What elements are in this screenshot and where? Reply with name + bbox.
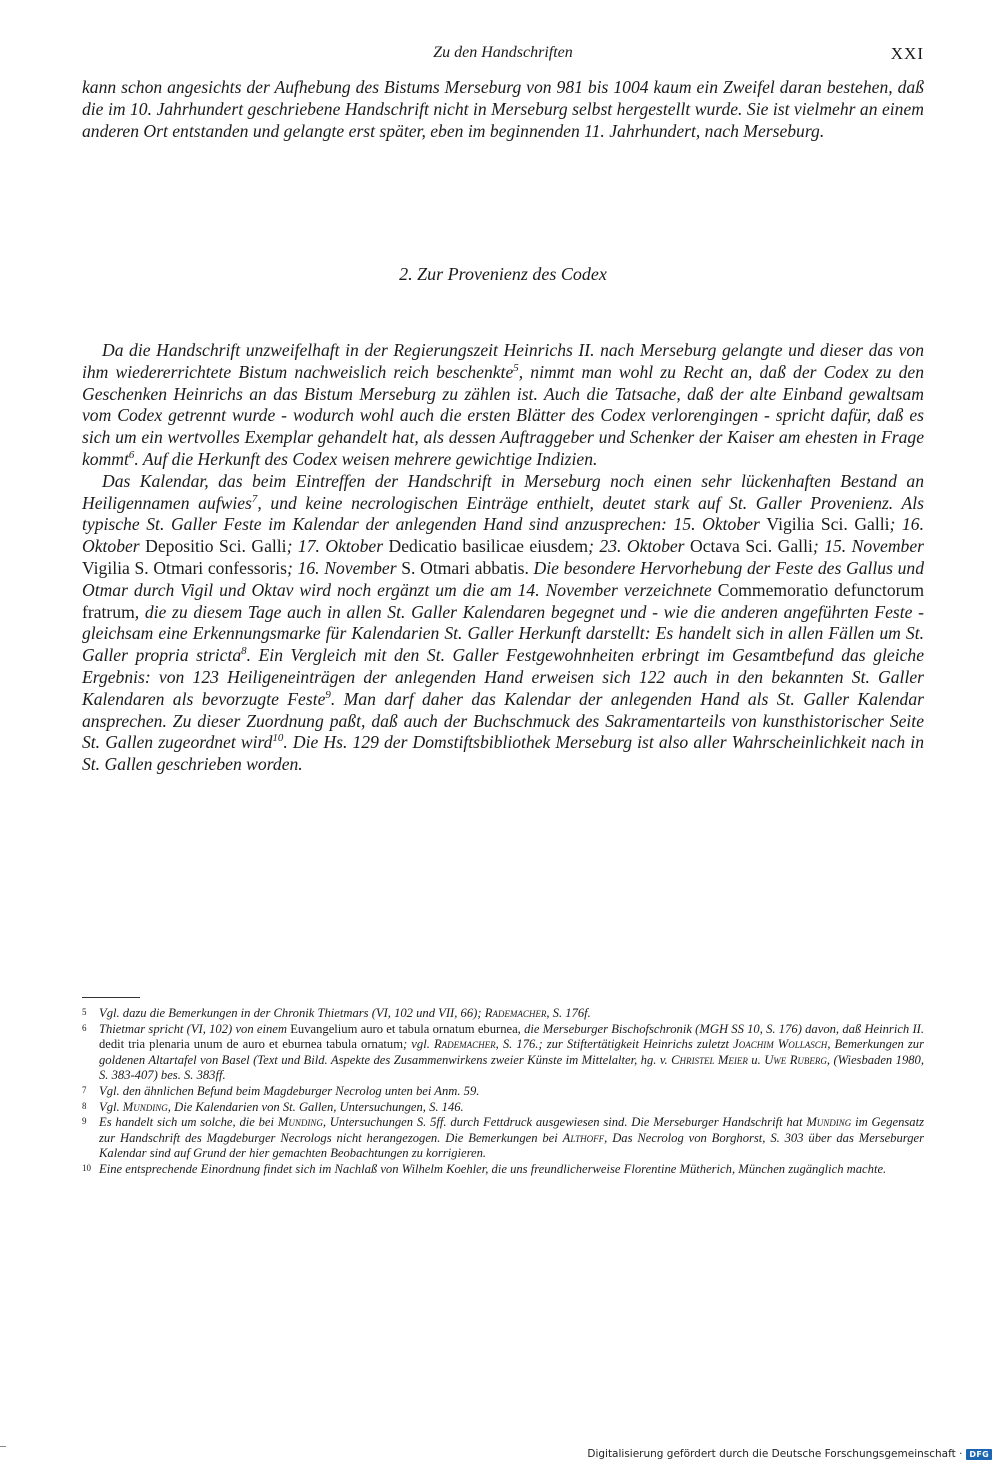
digitization-footer — [587, 1446, 992, 1462]
text-run: . Die Hs. 129 der Domstiftsbibliothek Merseburg ist also aller Wahrscheinlichkeit nach in St. Gallen geschrieben worden. — [82, 732, 924, 775]
intro-text-block — [82, 77, 924, 142]
margin-mark — [0, 1446, 6, 1447]
footnote — [82, 1115, 924, 1162]
text-run: Da die Handschrift unzweifelhaft in der Regierungszeit Heinrichs II. nach Merseburg gelangte und dieser das von ihm wiedererrichtete Bistum nachweislich reich beschenkte — [82, 340, 924, 382]
text-run: , die Merseburger Bischofschronik (MGH SS 10, S. 176) davon, daß Heinrich II. — [517, 1021, 925, 1036]
text-run: Vgl. dazu die Bemerkungen in der Chronik Thietmars (VI, 102 und VII, 66); — [99, 1006, 485, 1020]
author-name: Joachim Wollasch — [733, 1037, 828, 1052]
footnotes-section — [82, 1006, 924, 1178]
text-run: Das Kalendar, das beim Eintreffen der Handschrift in Merseburg noch einen sehr lückenhaften Bestand an Heiligennamen aufwies — [82, 470, 924, 513]
text-run: . Auf die Herkunft des Codex weisen mehrere gewichtige Indizien. — [134, 448, 598, 469]
footnote — [82, 1100, 924, 1116]
text-run: Die besondere Hervorhebung der Feste des Gallus und Otmar durch Vigil und Oktav wird noch ergänzt um die am 14. November verzeichnete — [82, 557, 924, 600]
author-name: Munding — [277, 1115, 323, 1130]
footnote-number: 5 — [82, 1007, 87, 1017]
footnote — [82, 1084, 924, 1100]
text-run: Vgl. — [99, 1099, 123, 1114]
latin-term: dedit tria plenaria unum de auro et eburnea tabula ornatum — [99, 1037, 404, 1052]
footnote-ref: 5 — [513, 361, 519, 374]
author-name: Rademacher — [433, 1037, 496, 1052]
author-name: Christel Meier — [671, 1052, 748, 1067]
text-run: im Gegensatz zur Handschrift des Magdeburger Necrologs nicht herangezogen. Die Bemerkungen bei — [99, 1115, 925, 1145]
text-run: , Die Kalendarien von St. Gallen, Untersuchungen, S. 146. — [167, 1099, 464, 1114]
latin-term: Vigilia Sci. Galli — [766, 514, 890, 535]
author-name: Rademacher — [484, 1006, 547, 1020]
latin-term: Euvangelium auro et tabula ornatum eburnea — [290, 1021, 518, 1036]
footnote-number: 6 — [82, 1022, 87, 1033]
text-run: Vgl. den ähnlichen Befund beim Magdeburger Necrolog unten bei Anm. 59. — [99, 1083, 480, 1098]
footnote-number: 9 — [82, 1116, 87, 1127]
text-run: , S. 176f. — [546, 1006, 591, 1020]
section-heading: 2. Zur Provenienz des Codex — [399, 264, 607, 284]
text-run: u. — [747, 1052, 765, 1067]
latin-term: Commemoratio defunctorum fratrum — [82, 579, 925, 622]
text-run: , die zu diesem Tage auch in allen St. Galler Kalendaren begegnet und - wie die anderen angeführten Feste - gleichsam eine Erkennungsmarke für Kalendarien St. Galler Herkunft darstellt: Es handelt sich in allen Fällen um St. Galler propria stricta — [82, 601, 924, 666]
body-paragraph-provenance — [82, 340, 924, 471]
footer-text: Digitalisierung gefördert durch die Deutsche Forschungsgemeinschaft · — [587, 1448, 963, 1460]
footnote-ref: 10 — [272, 732, 284, 745]
text-run: , Das Necrolog von Borghorst, S. 303 über das Merseburger Kalendar sind auf Grund der hier gemachten Beobachtungen zu korrigieren. — [99, 1130, 924, 1161]
author-name: Althoff — [562, 1130, 605, 1145]
text-run: kann schon angesichts der Aufhebung des Bistums Merseburg von 981 bis 1004 kaum ein Zweifel daran bestehen, daß die im 10. Jahrhundert geschriebene Handschrift nicht in Merseburg selbst hergestellt wurde. Sie ist vielmehr an einem anderen Ort entstanden und gelangte erst später, eben im beginnenden 11. Jahrhundert, nach Merseburg. — [82, 77, 924, 141]
latin-term: Vigilia S. Otmari confessoris — [82, 557, 288, 578]
dfg-logo-icon: DFG — [966, 1449, 992, 1460]
footnote-ref: 8 — [241, 645, 247, 658]
text-run: , Untersuchungen S. 5ff. durch Fettdruck ausgewiesen sind. Die Merseburger Handschrift hat — [322, 1115, 807, 1130]
footnote-ref: 9 — [325, 688, 331, 701]
text-run: , und keine necrologischen Einträge enthielt, deutet stark auf St. Galler Provenienz. Als typische St. Galler Feste im Kalendar der anlegenden Hand sind anzusprechen: 15. Oktober — [82, 492, 924, 535]
text-run: , S. 176.; zur Stiftertätigkeit Heinrichs zuletzt — [495, 1037, 734, 1052]
footnote-ref: 7 — [251, 492, 258, 505]
latin-term: Dedicatio basilicae eiusdem — [388, 536, 589, 557]
page-number: XXI — [890, 44, 924, 63]
text-run: , (Wiesbaden 1980, S. 383-407) bes. S. 383ff. — [99, 1052, 924, 1083]
text-run: ; 17. Oktober — [286, 536, 389, 557]
body-paragraph-kalendar — [82, 471, 924, 776]
author-name: Uwe Ruberg — [764, 1052, 827, 1067]
running-header — [82, 44, 924, 68]
footnote-number: 8 — [82, 1100, 87, 1111]
latin-term: S. Otmari abbatis. — [401, 557, 529, 578]
text-run: Eine entsprechende Einordnung findet sich im Nachlaß von Wilhelm Koehler, die uns freundlicherweise Florentine Mütherich, München zugänglich machte. — [99, 1161, 887, 1176]
author-name: Munding — [122, 1099, 168, 1114]
footnote — [82, 1006, 924, 1022]
running-title: Zu den Handschriften — [433, 44, 573, 61]
footnote-separator — [82, 997, 140, 998]
intro-paragraph — [82, 77, 924, 142]
text-run: ; 23. Oktober — [588, 536, 691, 557]
footnote — [82, 1162, 924, 1178]
text-run: Es handelt sich um solche, die bei — [99, 1115, 278, 1130]
text-run: ; vgl. — [403, 1037, 434, 1052]
latin-term: Octava Sci. Galli — [690, 536, 813, 557]
footnote-number: 10 — [82, 1162, 91, 1173]
text-run: , Bemerkungen zur goldenen Altartafel von Basel (Text und Bild. Aspekte des Zusammenwirkens zweier Künste im Mittelalter, hg. v. — [99, 1037, 924, 1067]
text-run: Thietmar spricht (VI, 102) von einem — [99, 1021, 291, 1036]
text-run: . Ein Vergleich mit den St. Galler Festgewohnheiten erbringt im Gesamtbefund das gleiche Ergebnis: von 123 Heiligeneinträgen der anlegenden Hand erweisen sich 122 auch in den bekannten St. Galler Kalendaren als bevorzugte Feste — [82, 645, 924, 709]
text-run: . Man darf daher das Kalendar der anlegenden Hand als St. Galler Kalendar ansprechen. Zu dieser Zuordnung paßt, daß auch der Buchschmuck des Sakramentarteils von kunsthistorischer Seite St. Gallen zugeordnet wird — [82, 688, 924, 753]
text-run: ; 16. Oktober — [82, 514, 924, 557]
text-run: , nimmt man wohl zu Recht an, daß der Codex zu den Geschenken Heinrichs an das Bistum Merseburg zu zählen ist. Auch die Tatsache, daß der alte Einband gewaltsam vom Codex getrennt wurde - wodurch wohl auch die ersten Blätter des Codex verlorengingen - spricht dafür, daß es sich um ein wertvolles Exemplar gehandelt hat, als dessen Auftraggeber und Schenker der Kaiser am ehesten in Frage kommt — [82, 361, 924, 469]
body-text-block — [82, 340, 924, 776]
text-run: ; 16. November — [287, 557, 402, 578]
author-name: Munding — [806, 1115, 852, 1130]
latin-term: Depositio Sci. Galli — [145, 536, 287, 557]
footnote-number: 7 — [82, 1084, 87, 1095]
text-run: ; 15. November — [812, 536, 924, 557]
footnote-ref: 6 — [128, 449, 135, 462]
footnote — [82, 1022, 924, 1084]
